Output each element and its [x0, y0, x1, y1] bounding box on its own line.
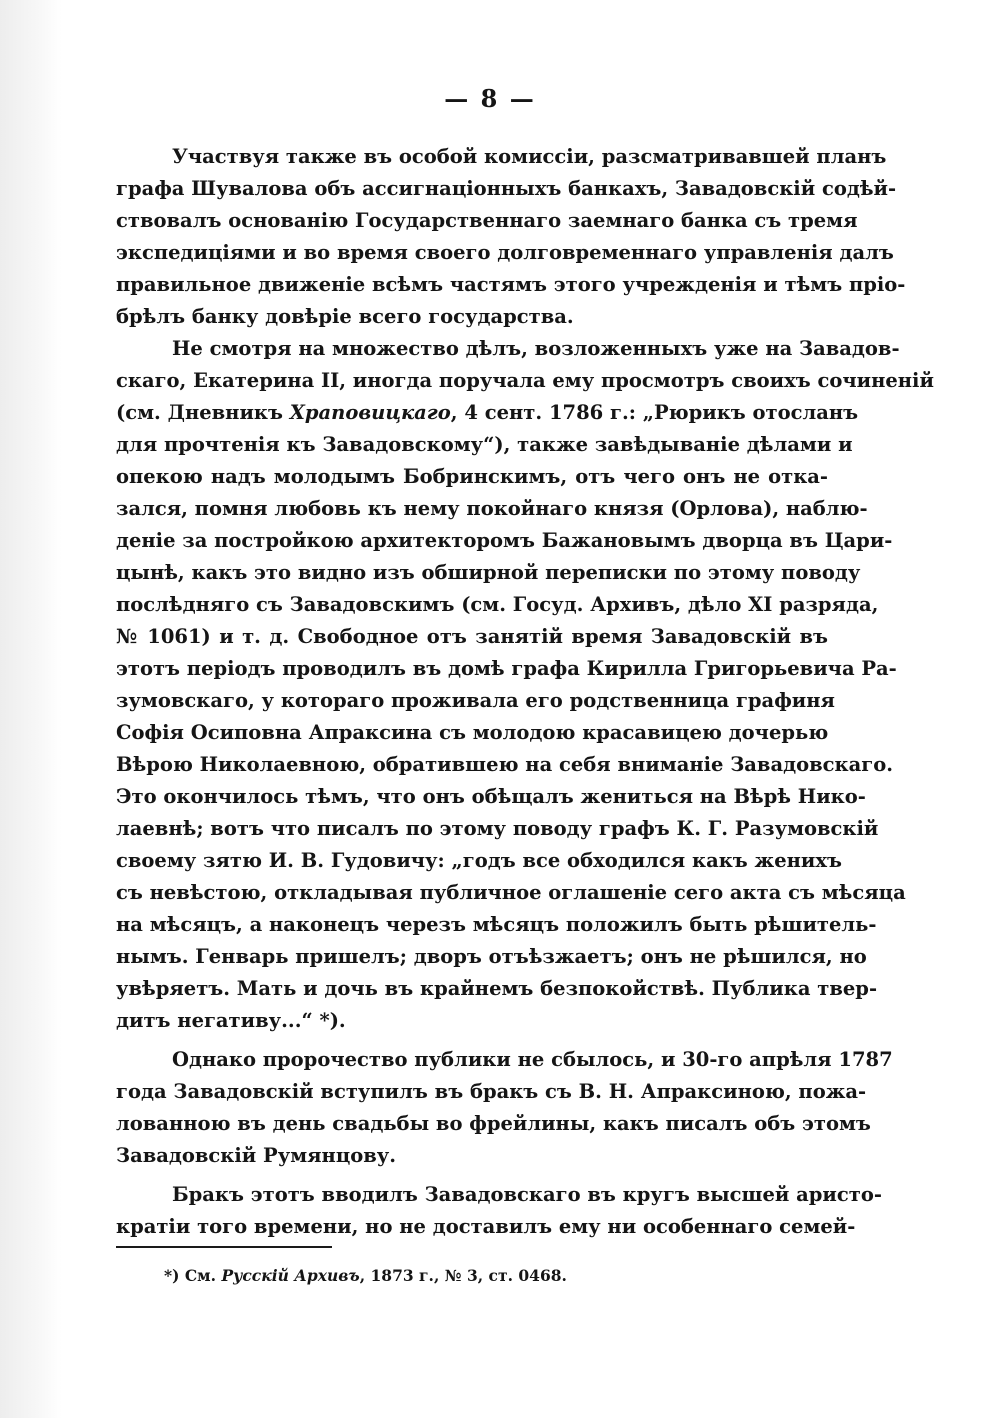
- text-line: № 1061) и т. д. Свободное отъ занятій время Завадовскій въ: [116, 625, 828, 648]
- text-line: Вѣрою Николаевною, обратившею на себя вниманіе Завадовскаго.: [116, 753, 893, 776]
- text-line: брѣлъ банку довѣріе всего государства.: [116, 305, 574, 328]
- text-line: Завадовскій Румянцову.: [116, 1144, 397, 1167]
- text-line: своему зятю И. В. Гудовичу: „годъ все обходился какъ женихъ: [116, 849, 842, 872]
- text-line: на мѣсяцъ, а наконецъ черезъ мѣсяцъ положилъ быть рѣшитель-: [116, 913, 877, 936]
- text-line: нымъ. Генварь пришелъ; дворъ отъѣзжаетъ; онъ не рѣшился, но: [116, 945, 867, 968]
- text-line: опекою надъ молодымъ Бобринскимъ, отъ чего онъ не отка-: [116, 465, 828, 488]
- text-line: Софія Осиповна Апраксина съ молодою красавицею дочерью: [116, 721, 829, 744]
- italic-title: Храповицкаго: [289, 401, 451, 424]
- text-line: лованною въ день свадьбы во фрейлины, какъ писалъ объ этомъ: [116, 1112, 871, 1135]
- text-line: зался, помня любовь къ нему покойнаго князя (Орлова), наблю-: [116, 497, 868, 520]
- text-line: Участвуя также въ особой комиссіи, разсматривавшей планъ: [172, 145, 887, 168]
- text-line: скаго, Екатерина II, иногда поручала ему просмотръ своихъ сочиненій: [116, 369, 934, 392]
- text-line: этотъ періодъ проводилъ въ домѣ графа Кирилла Григорьевича Ра-: [116, 657, 897, 680]
- text-line: увѣряетъ. Мать и дочь въ крайнемъ безпокойствѣ. Публика твер-: [116, 977, 878, 1000]
- text-line: Это окончилось тѣмъ, что онъ обѣщалъ жениться на Вѣрѣ Нико-: [116, 785, 866, 808]
- body-text: [116, 141, 934, 1243]
- text-line: кратіи того времени, но не доставилъ ему ни особеннаго семей-: [116, 1215, 856, 1238]
- text-line: послѣдняго съ Завадовскимъ (см. Госуд. Архивъ, дѣло XI разряда,: [116, 593, 879, 616]
- text-fragment: , 4 сент. 1786 г.: „Рюрикъ отосланъ: [450, 401, 859, 424]
- text-line: [116, 397, 859, 429]
- footnote-source-title: Русскій Архивъ: [221, 1266, 360, 1285]
- text-line: съ невѣстою, откладывая публичное оглашеніе сего акта съ мѣсяца: [116, 881, 906, 904]
- text-line: лаевнѣ; вотъ что писалъ по этому поводу графъ К. Г. Разумовскій: [116, 817, 879, 840]
- footnote-divider: [116, 1246, 332, 1248]
- footnote-suffix: , 1873 г., № 3, ст. 0468.: [359, 1266, 567, 1285]
- text-line: Не смотря на множество дѣлъ, возложенныхъ уже на Завадов-: [172, 337, 900, 360]
- footnote: [164, 1262, 567, 1290]
- scan-edge-shadow: [0, 0, 62, 1418]
- text-line: Бракъ этотъ вводилъ Завадовскаго въ кругъ высшей аристо-: [172, 1183, 882, 1206]
- text-line: зумовскаго, у котораго проживала его родственница графиня: [116, 689, 835, 712]
- text-line: дитъ негативу...“ *).: [116, 1009, 346, 1032]
- text-fragment: (см. Дневникъ: [116, 401, 290, 424]
- text-line: Однако пророчество публики не сбылось, и 30-го апрѣля 1787: [172, 1048, 893, 1071]
- page-number: — 8 —: [444, 84, 536, 113]
- text-line: года Завадовскій вступилъ въ бракъ съ В. Н. Апраксиною, пожа-: [116, 1080, 867, 1103]
- text-line: экспедиціями и во время своего долговременнаго управленія далъ: [116, 241, 894, 264]
- footnote-prefix: *) См.: [164, 1266, 222, 1285]
- text-line: цынѣ, какъ это видно изъ обширной переписки по этому поводу: [116, 561, 861, 584]
- text-line: графа Шувалова объ ассигнаціонныхъ банкахъ, Завадовскій содѣй-: [116, 177, 897, 200]
- text-line: ствовалъ основанію Государственнаго заемнаго банка съ тремя: [116, 209, 858, 232]
- text-line: правильное движеніе всѣмъ частямъ этого учрежденія и тѣмъ пріо-: [116, 273, 906, 296]
- text-line: деніе за постройкою архитекторомъ Бажановымъ дворца въ Цари-: [116, 529, 893, 552]
- text-line: для прочтенія къ Завадовскому“), также завѣдываніе дѣлами и: [116, 433, 853, 456]
